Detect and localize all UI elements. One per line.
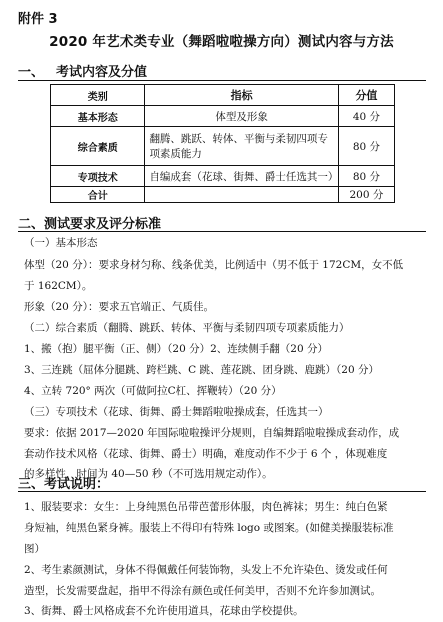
section-3-rule — [18, 491, 426, 492]
section-1-number: 一、 — [18, 65, 45, 80]
text-line: 体型（20 分）：要求身材匀称、线条优美，比例适中（男不低于 172CM，女不低 — [24, 259, 404, 271]
text-line: 的多样性，时间为 40—50 秒（不可选用规定动作）。 — [24, 468, 273, 480]
note-line: 1、服装要求：女生：上身纯黑色吊带芭蕾形体服，肉色裤袜；男生：纯白色紧 — [24, 501, 388, 513]
text-line: 3、三连跳（屈体分腿跳、跨栏跳、C 跳、莲花跳、团身跳、鹿跳）（20 分） — [24, 364, 379, 376]
document-title: 2020 年艺术类专业（舞蹈啦啦操方向）测试内容与方法 — [49, 34, 394, 50]
text-line: 4、立转 720° 两次（可做阿拉C杠、挥鞭转）（20 分） — [24, 385, 282, 397]
note-line: 身短袖，纯黑色紧身裤。服装上不得印有特殊 logo 或图案。(如健美操服装标准 — [24, 522, 394, 534]
text-line: 要求：依据 2017—2020 年国际啦啦操评分规则，自编舞蹈啦啦操成套动作，成 — [24, 427, 400, 439]
section-1-rule — [18, 80, 426, 81]
score-table — [50, 84, 395, 203]
row-score: 80 分 — [338, 166, 394, 187]
header-category: 类别 — [51, 85, 145, 106]
text-line: （三）专项技术（花球、街舞、爵士舞蹈啦啦操成套，任选其一） — [24, 406, 329, 418]
text-line: （一）基本形态 — [24, 237, 98, 249]
text-line: 于 162CM）。 — [24, 280, 93, 292]
row-score: 80 分 — [338, 127, 394, 166]
table-row — [51, 106, 395, 127]
row-category: 综合素质 — [51, 127, 145, 166]
text-line: （二）综合素质（翻腾、跳跃、转体、平衡与柔韧四项专项素质能力） — [24, 322, 350, 334]
attachment-label: 附件 3 — [18, 12, 58, 27]
text-line: 套动作技术风格（花球、街舞、爵士）明确，难度动作不少于 6 个 ，体现难度 — [24, 448, 388, 460]
text-line: 形象（20 分）：要求五官端正、气质佳。 — [24, 301, 214, 313]
section-1-heading — [18, 61, 147, 80]
section-2-rule — [18, 231, 426, 232]
row-indicator: 翻腾、跳跃、转体、平衡与柔韧四项专项素质能力 — [145, 127, 338, 166]
section-1-title: 考试内容及分值 — [56, 65, 148, 80]
table-header-row — [51, 85, 395, 106]
note-line: 2、考生素颜测试，身体不得佩戴任何装饰物，头发上不允许染色、烫发或任何 — [24, 564, 388, 576]
table-row — [51, 127, 395, 166]
header-score: 分值 — [338, 85, 394, 106]
table-row-total — [51, 187, 395, 203]
row-indicator: 自编成套（花球、街舞、爵士任选其一） — [145, 166, 338, 187]
row-score: 200 分 — [338, 187, 394, 203]
section-2-heading: 二、测试要求及评分标准 — [18, 217, 162, 232]
header-indicator: 指标 — [145, 85, 338, 106]
text-line: 1、搬（抱）腿平衡（正、侧）（20 分）2、连续侧手翻（20 分） — [24, 343, 329, 355]
row-indicator — [145, 187, 338, 203]
section-3-heading: 三、考试说明： — [18, 477, 110, 492]
row-category: 基本形态 — [51, 106, 145, 127]
row-category: 专项技术 — [51, 166, 145, 187]
note-line: 图） — [24, 543, 45, 555]
note-line: 3、街舞、爵士风格成套不允许使用道具，花球由学校提供。 — [24, 605, 304, 617]
row-score: 40 分 — [338, 106, 394, 127]
row-indicator: 体型及形象 — [145, 106, 338, 127]
row-category: 合计 — [51, 187, 145, 203]
table-row — [51, 166, 395, 187]
note-line: 造型，长发需要盘起，指甲不得涂有颜色或任何美甲，否则不允许参加测试。 — [24, 585, 381, 597]
